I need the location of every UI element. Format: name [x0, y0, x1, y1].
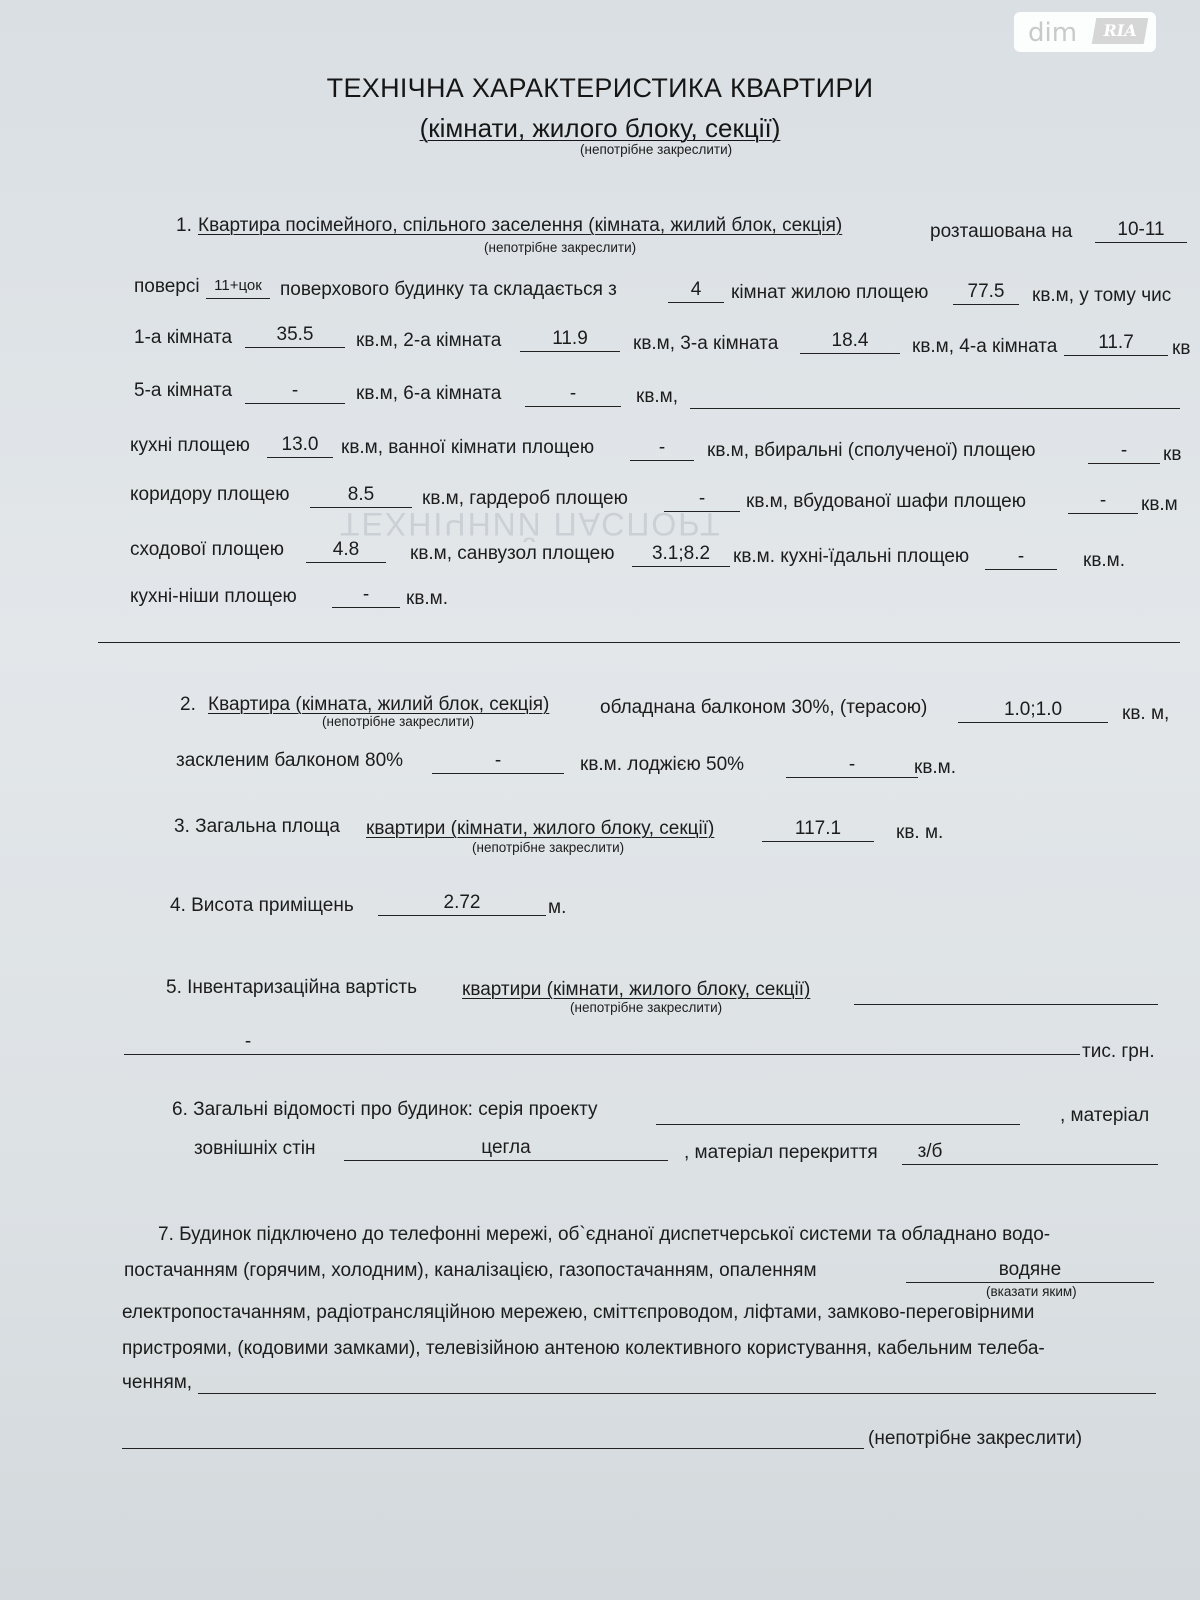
- section5-blank-line: [854, 1004, 1158, 1005]
- dining-label: кв.м. кухні-їдальні площею: [733, 546, 970, 567]
- inventory-value-unit: тис. грн.: [1082, 1041, 1155, 1062]
- wc-unit: кв: [1163, 444, 1182, 465]
- living-area-tail: кв.м, у тому чис: [1032, 285, 1172, 306]
- room5-label: 5-а кімната: [134, 380, 233, 401]
- stairs-label: сходової площею: [130, 539, 284, 560]
- watermark: [1014, 12, 1156, 52]
- project-series-field: [656, 1101, 1020, 1125]
- section7-line5: ченням,: [122, 1372, 193, 1393]
- section6-label: 6. Загальні відомості про будинок: серія проекту: [172, 1099, 598, 1120]
- living-area-field: 77.5: [953, 281, 1019, 305]
- balcony-field: 1.0;1.0: [958, 699, 1108, 723]
- balcony-label: обладнана балконом 30%, (терасою): [600, 697, 928, 718]
- closet-unit: кв.м: [1141, 494, 1178, 515]
- section7-blank-line-2: [122, 1448, 864, 1449]
- balcony-unit: кв. м,: [1122, 703, 1170, 724]
- inventory-value-field: [124, 1031, 1080, 1055]
- section5-label: 5. Інвентаризаційна вартість: [166, 977, 418, 998]
- sanuzol-label: кв.м, санвузол площею: [410, 543, 615, 564]
- section5-subject: квартири (кімнати, жилого блоку, секції): [462, 979, 811, 1000]
- total-area-field: 117.1: [762, 818, 874, 842]
- height-unit: м.: [548, 897, 567, 918]
- bleed-through-text: ТЕХНІЧНИЙ ПАСПОРТ: [340, 506, 722, 542]
- wc-field: -: [1088, 440, 1160, 464]
- section1-subject: Квартира посімейного, спільного заселення (кімната, жилий блок, секція): [198, 215, 843, 236]
- closet-label: кв.м, вбудованої шафи площею: [746, 491, 1026, 512]
- glazed-label: заскленим балконом 80%: [176, 750, 404, 771]
- height-field: 2.72: [378, 892, 546, 916]
- floor-field: 10-11: [1095, 219, 1187, 243]
- walls-label: зовнішніх стін: [194, 1138, 316, 1159]
- section1-note: (непотрібне закреслити): [484, 240, 637, 255]
- heating-field: водяне: [906, 1259, 1154, 1283]
- section1-end-line: [98, 642, 1180, 643]
- room1-label: 1-а кімната: [134, 327, 233, 348]
- closet-field: -: [1068, 490, 1138, 514]
- page-subtitle: [0, 113, 1200, 144]
- bath-field: -: [630, 437, 694, 461]
- section3-label: 3. Загальна площа: [174, 816, 340, 837]
- corridor-label: коридору площею: [130, 484, 290, 505]
- loggia-unit: кв.м.: [914, 757, 957, 778]
- kitchen-field: 13.0: [267, 434, 333, 458]
- living-area-label: кімнат жилою площею: [731, 282, 929, 303]
- page-title: ТЕХНІЧНА ХАРАКТЕРИСТИКА КВАРТИРИ: [326, 73, 874, 103]
- storeys-field: 11+цок: [206, 275, 270, 299]
- niche-field: -: [332, 584, 400, 608]
- corridor-field: 8.5: [310, 484, 412, 508]
- ceiling-field: [902, 1141, 1158, 1165]
- watermark-dim-logo: dim: [1028, 18, 1078, 48]
- wardrobe-field: -: [664, 488, 740, 512]
- section7-blank-line-1: [198, 1393, 1156, 1394]
- wardrobe-label: кв.м, гардероб площею: [422, 488, 628, 509]
- room6-label: кв.м, 6-а кімната: [356, 383, 502, 404]
- section5-note: (непотрібне закреслити): [570, 1000, 723, 1015]
- heating-note: (вказати яким): [986, 1284, 1077, 1299]
- niche-label: кухні-ніши площею: [130, 586, 297, 607]
- room6-field: -: [525, 383, 621, 407]
- section7-line4: пристроями, (кодовими замками), телевізійною антеною колективного користування, кабельним телеба-: [122, 1338, 1045, 1359]
- inventory-value: -: [244, 1031, 252, 1052]
- walls-field: цегла: [344, 1137, 668, 1161]
- sanuzol-field: 3.1;8.2: [632, 543, 730, 567]
- room4-unit: кв: [1172, 338, 1191, 359]
- kitchen-label: кухні площею: [130, 435, 250, 456]
- bath-label: кв.м, ванної кімнати площею: [341, 437, 595, 458]
- room4-field: 11.7: [1064, 332, 1168, 356]
- wc-label: кв.м, вбиральні (сполученої) площею: [707, 440, 1036, 461]
- material-label: , матеріал: [1060, 1105, 1150, 1126]
- room5-field: -: [245, 380, 345, 404]
- dining-field: -: [985, 546, 1057, 570]
- section1-located-label: розташована на: [930, 221, 1073, 242]
- footer-note: (непотрібне закреслити): [868, 1428, 1083, 1449]
- room-row-blank-line: [690, 408, 1180, 409]
- total-area-unit: кв. м.: [896, 822, 944, 843]
- storeys-label: поверхового будинку та складається з: [280, 279, 617, 300]
- section7-line3: електропостачанням, радіотрансляційною мережею, сміттєпроводом, ліфтами, замково-переговірними: [122, 1302, 1035, 1323]
- section3-note: (непотрібне закреслити): [472, 840, 625, 855]
- section2-number: 2.: [180, 694, 196, 715]
- room2-label: кв.м, 2-а кімната: [356, 330, 502, 351]
- loggia-field: -: [786, 754, 918, 778]
- floor-label: поверсі: [134, 276, 200, 297]
- section2-note: (непотрібне закреслити): [322, 714, 475, 729]
- room2-field: 11.9: [520, 328, 620, 352]
- height-label: 4. Висота приміщень: [170, 895, 354, 916]
- subtitle-note: (непотрібне закреслити): [580, 142, 733, 157]
- niche-unit: кв.м.: [406, 588, 449, 609]
- section3-subject: квартири (кімнати, жилого блоку, секції): [366, 818, 715, 839]
- room1-field: 35.5: [245, 324, 345, 348]
- section7-line2: постачанням (горячим, холодним), каналізацією, газопостачанням, опаленням: [124, 1260, 817, 1281]
- watermark-ria-logo: RIA: [1092, 18, 1149, 44]
- room3-label: кв.м, 3-а кімната: [633, 333, 779, 354]
- section1-number: 1.: [176, 215, 192, 236]
- room6-unit: кв.м,: [636, 386, 679, 407]
- glazed-field: -: [432, 750, 564, 774]
- room4-label: кв.м, 4-а кімната: [912, 336, 1058, 357]
- ceiling-label: , матеріал перекриття: [684, 1142, 878, 1163]
- stairs-field: 4.8: [306, 539, 386, 563]
- rooms-count-field: 4: [668, 279, 724, 303]
- loggia-label: кв.м. лоджією 50%: [580, 754, 745, 775]
- section2-subject: Квартира (кімната, жилий блок, секція): [208, 694, 550, 715]
- subtitle-text: (кімнати, жилого блоку, секції): [419, 113, 781, 143]
- section7-line1: 7. Будинок підключено до телефонні мережі, об`єднаної диспетчерської системи та обладнано водо-: [158, 1224, 1051, 1245]
- dining-unit: кв.м.: [1083, 550, 1126, 571]
- room3-field: 18.4: [800, 330, 900, 354]
- ceiling-value: з/б: [917, 1141, 943, 1162]
